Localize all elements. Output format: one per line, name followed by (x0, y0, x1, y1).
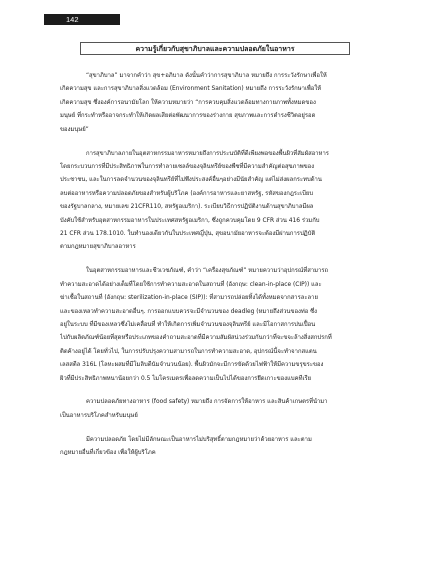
text-line: เลสสตีล 316L (โลหะผสมที่มีโมลิบดีนัมจำนวนน้อย). พื้นผิวมักจะมีการขัดด้วยไฟฟ้าให้มีความขรุขระของ (60, 362, 324, 369)
text-line: ของมนุษย์” (60, 126, 89, 133)
text-line: ผิวที่มีประสิทธิภาพหนาน้อยกว่า 0.5 ไมโครเมตรเพื่อลดความเป็นไปได้ของการยึดเกาะของแบคทีเรีย (60, 375, 312, 382)
text-line: ในอุตสาหกรรมอาหารและชีวเวชภัณฑ์, คำว่า “เครื่องสุขภัณฑ์” หมายความว่าอุปกรณ์ที่สามารถ (86, 268, 329, 275)
text-line: ติดค้างอยู่ได้ โดยทั่วไป, ในการปรับปรุงความสามารถในการทำความสะอาด, อุปกรณ์นี้จะทำจากสแตน (60, 348, 317, 355)
text-line: และของเหลวทำความสะอาดอื่นๆ. การออกแบบควรจะมีจำนวนของ deadleg (หมายถึงส่วนของท่อ ซึ่ง (60, 308, 318, 315)
text-line: “สุขาภิบาล” มาจากคำว่า สุข+อภิบาล ดังนั้นคำว่าการสุขาภิบาล หมายถึง การระวังรักษาเพื่อให้ (86, 73, 327, 79)
paragraph-food-purity (60, 434, 370, 461)
text-line: บังคับใช้สำหรับอุตสาหกรรมอาหารในประเทศสหรัฐอเมริกา, ซึ่งถูกควบคุมโดย 9 CFR ส่วน 416 ร่วมกับ (60, 217, 320, 224)
body-text (60, 70, 370, 471)
text-line: การสุขาภิบาลภายในอุตสาหกรรมอาหารหมายถึงการประนบัติที่ดีเพียงพอของพื้นผิวที่สัมผัสอาหาร (86, 150, 329, 157)
text-line: 21 CFR ส่วน 178.1010. ในทำนองเดียวกันในประเทศญี่ปุ่น, สุขอนามัยอาหารจะต้องมีผ่านการปฏิบัติ (60, 230, 316, 237)
text-line: ฆ่าเชื้อในสถานที่ (อังกฤษ: sterilization-in-place (SIP)): ที่สามารถปล่อยทิ้งได้ทั้งหมดจากสารละลาย (60, 295, 318, 302)
page-title: ความรู้เกี่ยวกับสุขาภิบาลและความปลอดภัยในอาหาร (80, 42, 350, 55)
text-line: ความปลอดภัยทางอาหาร (food safety) หมายถึง การจัดการให้อาหาร และสินค้าเกษตรที่นำมา (86, 399, 328, 406)
paragraph-food-industry-sanitation (60, 148, 370, 255)
page-number-bar (44, 14, 120, 25)
text-line: ไปกับผลิตภัณฑ์น้อยที่สุดหรือประเภทของคำถามสะอาดที่มีความสัมผัสน่วงร่วมกันกว่าที่จะขจะล้างสิ่งสกปรกที่ (60, 335, 332, 342)
text-line: เป็นอาหารบริโภคสำหรับมนุษย์ (60, 412, 138, 419)
paragraph-food-safety (60, 396, 370, 423)
text-line: ลบต่ออาหารหรือความปลอดภัยของสำหรับผู้บริโภค (องค์การอาหารและยาสหรัฐ, รหัสของกฎระเบียบ (60, 190, 314, 197)
paragraph-sanitary-equipment (60, 265, 370, 386)
paragraph-sanitation-definition (60, 70, 370, 137)
text-line: ประชาชน, และในการลดจำนวนของจุลินทรีย์ที่ไม่พึงประสงค์อื่นๆอย่างมีนัยสำคัญ แต่ไม่ส่งผลกระทบด้าน (60, 177, 322, 184)
text-line: กฎหมายอื่นที่เกี่ยวข้อง เพื่อให้ผู้บริโภค (60, 450, 156, 457)
text-line: โดยกระบวนการที่มีประสิทธิภาพในการทำลายเซลล์ของจุลินทรีย์ของพืชที่มีความสำคัญต่อสุขภาพของ (60, 163, 315, 170)
text-line: อยู่ในระบบ ที่มีของเหลวซึ่งไม่เคลื่อนที่ ทำให้เกิดการเพิ่มจำนวนของจุลินทรีย์ และมีโอกาสการปนเปื้อน (60, 321, 316, 328)
page-number: 142 (66, 15, 79, 24)
text-line: เกิดความสุข และการสุขาภิบาลสิ่งแวดล้อม (Environment Sanitation) หมายถึง การระวังรักษาเพื่อให้ (60, 86, 322, 93)
text-line: ของรัฐบาลกลาง, หมายเลข 21CFR110, สหรัฐอเมริกา). ระเบียบวิธีการปฏิบัติงานด้านสุขาภิบาลมีผล (60, 204, 314, 211)
text-line: มีความปลอดภัย โดยไม่มีลักษณะเป็นอาหารไม่บริสุทธิ์ตามกฎหมายว่าด้วยอาหาร และตาม (86, 436, 312, 443)
text-line: มนุษย์ ที่กระทำหรืออาจกระทำให้เกิดผลเสียต่อพัฒนาการของร่างกาย สุขภาพและการดำรงชีวิตอยู่รอด (60, 113, 316, 120)
text-line: ทำความสะอาดได้อย่างเต็มที่โดยใช้การทำความสะอาดในสถานที่ (อังกฤษ: clean-in-place (CIP)) และ (60, 281, 322, 288)
text-line: ตามกฎหมายสุขาภิบาลอาหาร (60, 244, 136, 251)
text-line: เกิดความสุข ซึ่งองค์การอนามัยโลก ให้ความหมายว่า “การควบคุมสิ่งแวดล้อมทางกายภาพทั้งหมดของ (60, 99, 316, 106)
